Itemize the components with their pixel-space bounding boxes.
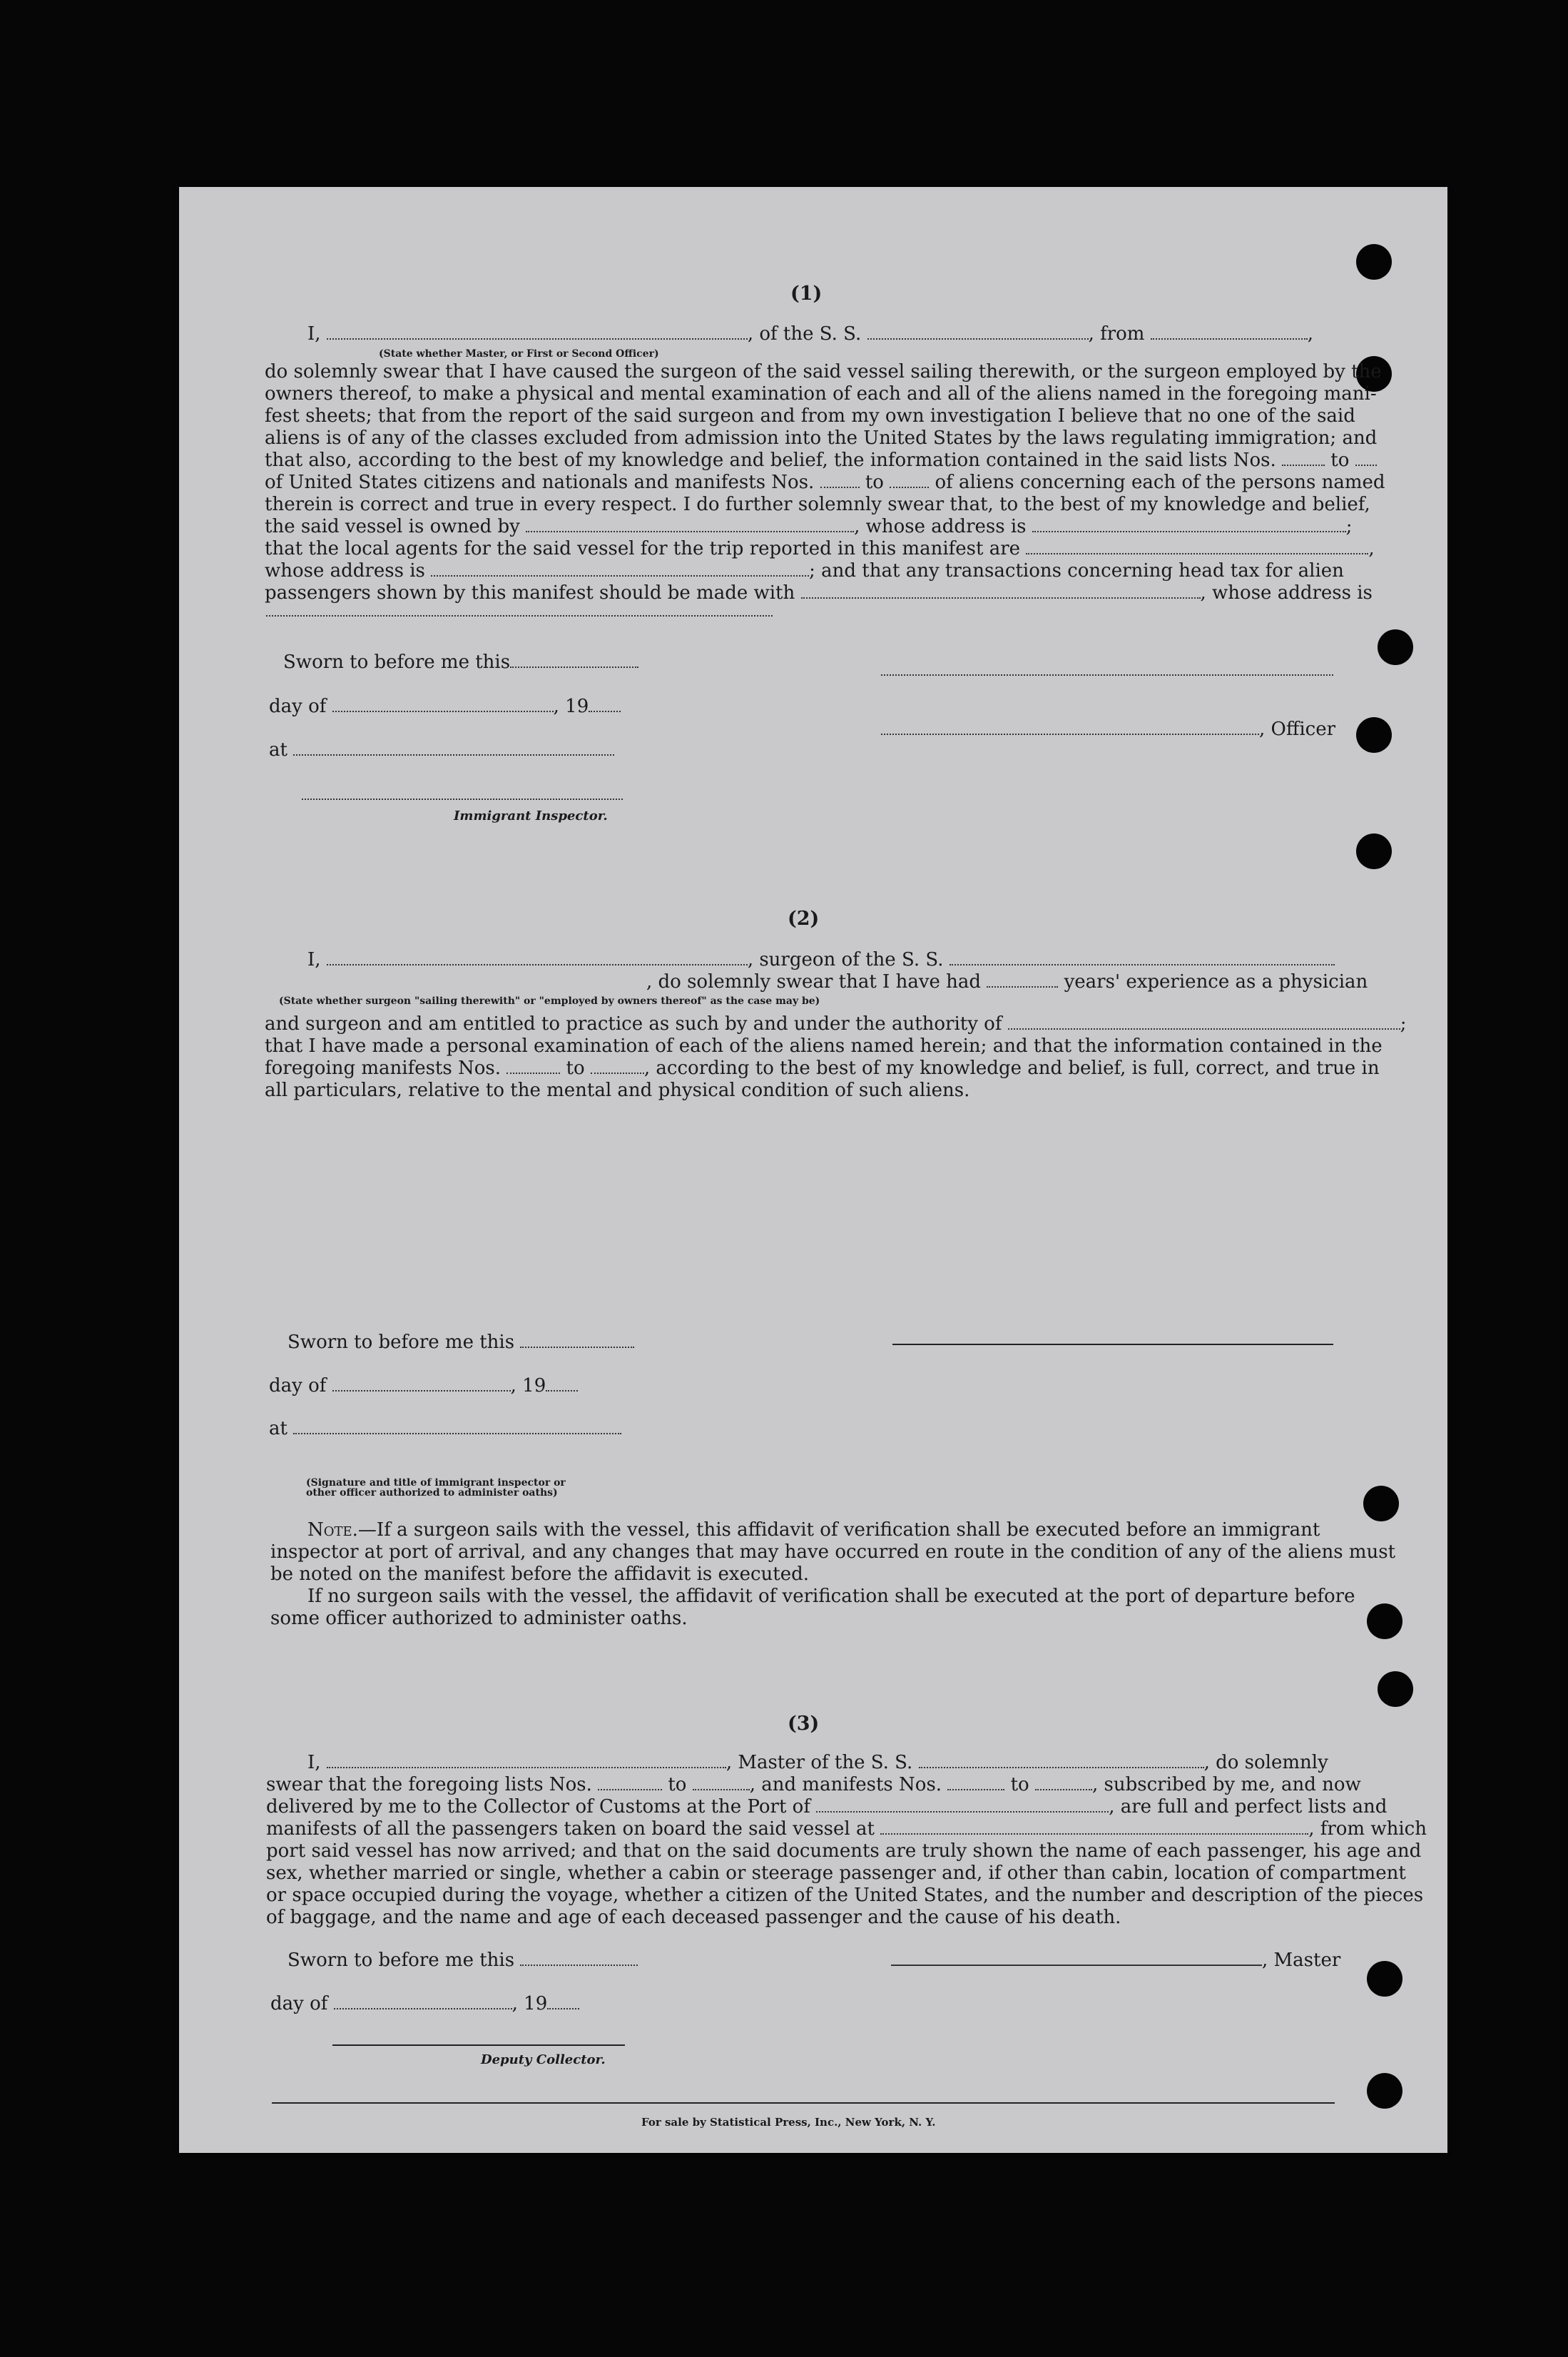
according-label: , according to the best of my knowledge and belief, is full, correct, and true in bbox=[643, 1058, 1380, 1079]
from-label: , from bbox=[1088, 323, 1145, 345]
binder-hole bbox=[1367, 1603, 1402, 1639]
section-1-i: I, bbox=[307, 323, 321, 345]
to-label: to bbox=[566, 1058, 585, 1079]
inspector-signature-line bbox=[302, 799, 623, 800]
section-1-caption: (State whether Master, or First or Second Officer) bbox=[379, 348, 659, 360]
section-1-body-4-row bbox=[265, 449, 1377, 472]
at-label: at bbox=[269, 1418, 287, 1439]
day-of-label: day of bbox=[269, 696, 327, 717]
section-1-sworn-row bbox=[283, 651, 638, 674]
section-3-body-3: of baggage, and the name and age of each deceased passenger and the cause of his death. bbox=[266, 1907, 1121, 1928]
head-tax-label: ; and that any transactions concerning head tax for alien bbox=[809, 560, 1344, 582]
master-day-of-field[interactable] bbox=[334, 1994, 512, 2009]
to-label: to bbox=[1010, 1774, 1029, 1795]
binder-hole bbox=[1356, 717, 1392, 753]
of-the-ss-label: , of the S. S. bbox=[747, 323, 862, 345]
section-3-body-0: port said vessel has now arrived; and that on the said documents are truly shown the name of each passenger, his age and bbox=[266, 1840, 1422, 1862]
surgeon-manifests-from-field[interactable] bbox=[506, 1058, 560, 1074]
surgeon-at-field[interactable] bbox=[293, 1419, 621, 1434]
master-sworn-day-field[interactable] bbox=[520, 1950, 638, 1966]
sworn-label: Sworn to before me this bbox=[287, 1332, 515, 1353]
section-2-at-row bbox=[269, 1417, 621, 1440]
master-name-field[interactable] bbox=[327, 1753, 726, 1768]
and-manifests-label: , and manifests Nos. bbox=[749, 1774, 942, 1795]
do-swear-label: , do solemnly swear that I have had bbox=[646, 971, 982, 993]
master-of-label: , Master of the S. S. bbox=[726, 1752, 913, 1773]
master-manifests-to-field[interactable] bbox=[1035, 1775, 1092, 1790]
section-2-sworn-row bbox=[287, 1331, 634, 1354]
manifests-to-field[interactable] bbox=[890, 472, 929, 488]
port-of-field[interactable] bbox=[816, 1797, 1109, 1813]
section-3-lists-row bbox=[266, 1773, 1361, 1796]
deputy-collector-caption: Deputy Collector. bbox=[481, 2052, 606, 2067]
owner-address-field[interactable] bbox=[1032, 517, 1346, 532]
year-prefix: , 19 bbox=[511, 1993, 548, 2014]
section-1-body-1: owners thereof, to make a physical and mental examination of each and all of the aliens named in the foregoing mani- bbox=[265, 383, 1377, 405]
binder-hole bbox=[1363, 1486, 1399, 1521]
section-1-body-0: do solemnly swear that I have caused the surgeon of the said vessel sailing therewith, or the surgeon employed by the bbox=[265, 361, 1382, 382]
binder-hole bbox=[1378, 629, 1413, 665]
surgeon-vessel-field[interactable] bbox=[950, 950, 1335, 965]
do-solemnly-label: , do solemnly bbox=[1203, 1752, 1328, 1773]
section-2-foregoing-row bbox=[265, 1057, 1380, 1080]
section-3-i: I, bbox=[307, 1752, 321, 1773]
semicolon: ; bbox=[1400, 1013, 1407, 1035]
day-of-label: day of bbox=[269, 1375, 327, 1397]
binder-hole bbox=[1356, 244, 1392, 280]
section-1-number: (1) bbox=[790, 283, 823, 305]
section-3-delivered-row bbox=[266, 1795, 1387, 1818]
master-label: , Master bbox=[1262, 1950, 1341, 1971]
publisher-footer: For sale by Statistical Press, Inc., New York, N. Y. bbox=[641, 2116, 936, 2129]
surgeon-manifests-to-field[interactable] bbox=[591, 1058, 644, 1074]
binder-hole bbox=[1378, 1671, 1413, 1707]
officer-name-field[interactable] bbox=[327, 324, 748, 340]
lists-to-field[interactable] bbox=[1355, 450, 1377, 466]
note-1: —If a surgeon sails with the vessel, this affidavit of verification shall be executed before an immigrant bbox=[357, 1519, 1320, 1541]
delivered-label: delivered by me to the Collector of Customs at the Port of bbox=[266, 1796, 810, 1818]
note-line-1 bbox=[307, 1519, 1320, 1541]
agents-address-field[interactable] bbox=[431, 561, 809, 577]
surgeon-signature-line bbox=[892, 1344, 1333, 1345]
binder-hole bbox=[1356, 833, 1392, 869]
master-signature-field[interactable] bbox=[891, 1950, 1262, 1966]
section-3-master-row bbox=[891, 1949, 1340, 1972]
surgeon-sworn-day-field[interactable] bbox=[520, 1332, 634, 1348]
owned-by-label: the said vessel is owned by bbox=[265, 516, 520, 537]
section-1-officer-row bbox=[881, 718, 1335, 741]
section-2-authority-row bbox=[265, 1013, 1407, 1035]
to-label: to bbox=[668, 1774, 687, 1795]
lists-from-field[interactable] bbox=[1282, 450, 1325, 466]
officer-signature-line-1 bbox=[881, 674, 1333, 676]
section-2-dayof-row bbox=[269, 1374, 578, 1397]
immigrant-inspector-caption: Immigrant Inspector. bbox=[454, 809, 608, 823]
section-1-owned-row: the said vessel is owned by , whose address is ; bbox=[265, 516, 1353, 537]
years-label: years' experience as a physician bbox=[1064, 971, 1368, 993]
full-perfect-label: , are full and perfect lists and bbox=[1109, 1796, 1388, 1818]
manifest-affidavit-sheet bbox=[179, 187, 1447, 2153]
citizens-tail: of aliens concerning each of the persons named bbox=[935, 472, 1385, 493]
binder-hole bbox=[1367, 1961, 1402, 1997]
surgeon-of-label: , surgeon of the S. S. bbox=[747, 949, 944, 970]
sworn-label: Sworn to before me this bbox=[287, 1950, 515, 1971]
authority-label: and surgeon and am entitled to practice as such by and under the authority of bbox=[265, 1013, 1002, 1035]
footer-rule bbox=[272, 2102, 1335, 2104]
at-label: at bbox=[269, 739, 287, 761]
surgeon-year-field[interactable] bbox=[546, 1376, 578, 1392]
section-1-body-4: that also, according to the best of my knowledge and belief, the information contained in the said lists Nos. bbox=[265, 450, 1276, 471]
day-of-field[interactable] bbox=[332, 696, 554, 712]
surgeon-day-of-field[interactable] bbox=[332, 1376, 511, 1392]
year-prefix: , 19 bbox=[553, 696, 589, 717]
swear-lists-label: swear that the foregoing lists Nos. bbox=[266, 1774, 592, 1795]
sig-caption-1: (Signature and title of immigrant inspector or bbox=[306, 1477, 566, 1489]
master-year-field[interactable] bbox=[547, 1994, 579, 2009]
master-lists-to-field[interactable] bbox=[693, 1775, 750, 1790]
section-2-i: I, bbox=[307, 949, 321, 970]
citizens-label: of United States citizens and nationals and manifests Nos. bbox=[265, 472, 815, 493]
note-line-2: inspector at port of arrival, and any changes that may have occurred en route in the condition of any of the aliens must bbox=[270, 1541, 1396, 1563]
from-which-label: , from which bbox=[1308, 1818, 1427, 1840]
binder-hole bbox=[1367, 2073, 1402, 2109]
section-1-citizens-row bbox=[265, 471, 1385, 494]
section-3-dayof-row bbox=[270, 1992, 579, 2015]
section-1-at-row bbox=[269, 739, 614, 761]
note-label: Note. bbox=[307, 1519, 358, 1541]
to-label: to bbox=[865, 472, 884, 493]
deputy-collector-signature-line bbox=[332, 2044, 625, 2046]
year-field[interactable] bbox=[589, 696, 621, 712]
section-1-agents-row: that the local agents for the said vessel for the trip reported in this manifest are , bbox=[265, 538, 1375, 559]
section-1-body-3: aliens is of any of the classes excluded from admission into the United States by the laws regulating immigration; and bbox=[265, 427, 1378, 449]
boarded-at-field[interactable] bbox=[880, 1819, 1308, 1835]
whose-address-label-3: , whose address is bbox=[1200, 582, 1373, 604]
note-line-5: some officer authorized to administer oaths. bbox=[270, 1608, 688, 1629]
year-prefix: , 19 bbox=[510, 1375, 546, 1397]
local-agents-label: that the local agents for the said vessel for the trip reported in this manifest are bbox=[265, 538, 1021, 559]
section-1-correct: therein is correct and true in every respect. I do further solemnly swear that, to the best of my knowledge and belief, bbox=[265, 494, 1370, 515]
master-manifests-from-field[interactable] bbox=[947, 1775, 1004, 1790]
sworn-label: Sworn to before me this bbox=[283, 652, 511, 673]
surgeon-name-field[interactable] bbox=[327, 950, 748, 965]
head-tax-address-field[interactable] bbox=[266, 601, 773, 617]
note-line-4: If no surgeon sails with the vessel, the affidavit of verification shall be executed at the port of departure before bbox=[307, 1586, 1355, 1607]
day-of-label: day of bbox=[270, 1993, 328, 2014]
sworn-day-field[interactable] bbox=[510, 652, 638, 668]
section-2-line-1 bbox=[307, 948, 1335, 971]
head-tax-party-field[interactable] bbox=[801, 583, 1201, 599]
section-1-body-2: fest sheets; that from the report of the said surgeon and from my own investigation I believe that no one of the said bbox=[265, 405, 1355, 427]
section-2-caption: (State whether surgeon "sailing therewith" or "employed by owners thereof" as the case may be) bbox=[279, 995, 820, 1007]
manifests-all-label: manifests of all the passengers taken on board the said vessel at bbox=[266, 1818, 875, 1840]
section-2-exam: that I have made a personal examination of each of the aliens named herein; and that the information contained in the bbox=[265, 1035, 1383, 1057]
passengers-label: passengers shown by this manifest should be made with bbox=[265, 582, 795, 604]
sig-caption-2: other officer authorized to administer oaths) bbox=[306, 1487, 558, 1499]
section-3-body-2: or space occupied during the voyage, whether a citizen of the United States, and the number and description of the pieces bbox=[266, 1885, 1424, 1906]
note-line-3: be noted on the manifest before the affidavit is executed. bbox=[270, 1563, 810, 1585]
subscribed-label: , subscribed by me, and now bbox=[1091, 1774, 1361, 1795]
officer-signature-field[interactable] bbox=[881, 719, 1259, 735]
section-3-number: (3) bbox=[788, 1713, 820, 1735]
vessel-name-field[interactable] bbox=[867, 324, 1089, 340]
section-3-manifests-row bbox=[266, 1818, 1427, 1840]
officer-label: , Officer bbox=[1259, 719, 1336, 740]
section-3-sworn-row bbox=[287, 1949, 638, 1972]
section-1-address2-row bbox=[265, 559, 1344, 582]
address-continuation-row bbox=[266, 599, 773, 622]
at-field[interactable] bbox=[293, 740, 614, 756]
owner-field[interactable] bbox=[526, 517, 854, 532]
agents-field[interactable] bbox=[1026, 539, 1368, 554]
authority-field[interactable] bbox=[1008, 1014, 1400, 1030]
section-3-line-1 bbox=[307, 1751, 1328, 1774]
master-lists-from-field[interactable] bbox=[598, 1775, 662, 1790]
whose-address-label-2: whose address is bbox=[265, 560, 425, 582]
from-port-field[interactable] bbox=[1151, 324, 1308, 340]
section-2-number: (2) bbox=[788, 908, 820, 930]
section-2-particulars: all particulars, relative to the mental and physical condition of such aliens. bbox=[265, 1080, 970, 1101]
foregoing-label: foregoing manifests Nos. bbox=[265, 1058, 501, 1079]
section-1-dayof-row bbox=[269, 695, 621, 718]
whose-address-label: , whose address is bbox=[854, 516, 1027, 537]
section-1-line-1: I, , of the S. S. , from , bbox=[307, 323, 1313, 345]
section-3-body-1: sex, whether married or single, whether a cabin or steerage passenger and, if other than cabin, location of compartment bbox=[266, 1862, 1406, 1884]
years-field[interactable] bbox=[987, 972, 1058, 988]
master-vessel-field[interactable] bbox=[919, 1753, 1204, 1768]
to-label: to bbox=[1330, 450, 1350, 471]
manifests-from-field[interactable] bbox=[820, 472, 860, 488]
